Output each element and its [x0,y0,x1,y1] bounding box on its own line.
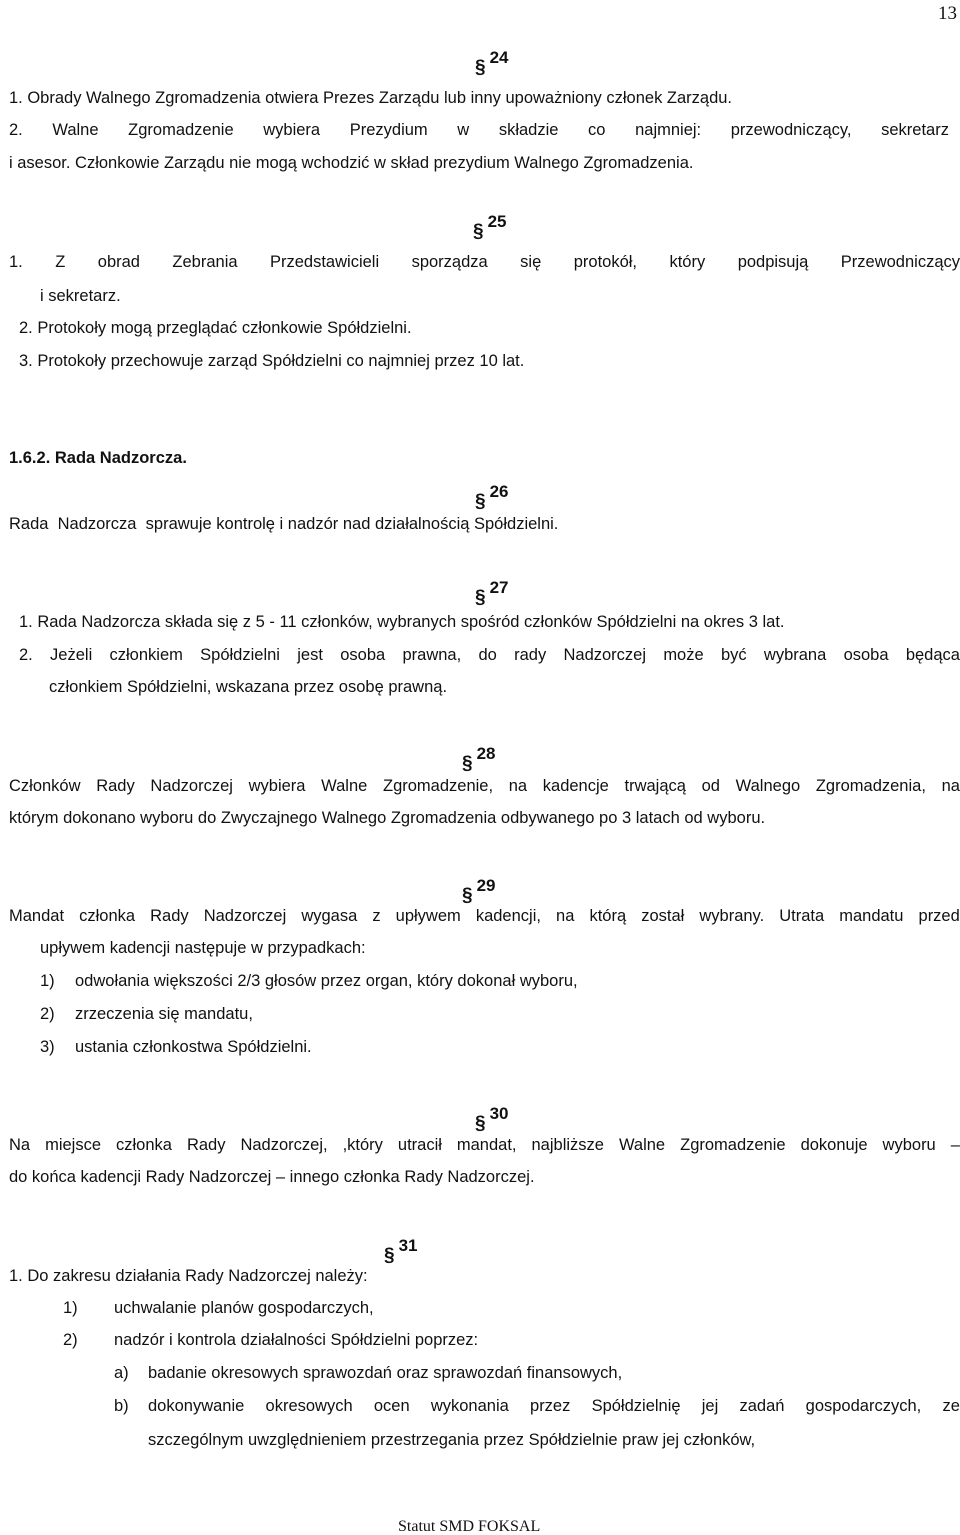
section-27-number: 27 [489,578,509,597]
word: wybiera [263,121,321,139]
section-28-heading [462,744,496,774]
s29-item-1-text: odwołania większości 2/3 głosów przez organ, który dokonał wyboru, [75,972,578,990]
word: Rady [96,777,135,795]
word: być [720,646,747,664]
word: Na [9,1136,31,1154]
s28-line2: którym dokonano wyboru do Zwyczajnego Walnego Zgromadzenia odbywanego po 3 latach od wyboru. [9,809,766,827]
word: Utrata [779,907,825,925]
section-24-heading [475,48,509,78]
word: prawna, [402,646,462,664]
word: wyboru [882,1136,936,1154]
section-25-heading [473,212,507,242]
word: najmniej: [635,121,702,139]
word: przewodniczący, [730,121,852,139]
s27-paragraph-1: 1. Rada Nadzorcza składa się z 5 - 11 członków, wybranych spośród członków Spółdzielni na okres 3 lat. [19,613,785,631]
section-symbol: § [475,1113,486,1134]
word: najbliższe [531,1136,604,1154]
section-26-number: 26 [489,482,509,501]
word: – [950,1136,960,1154]
section-30-heading [475,1104,509,1134]
section-symbol: § [473,221,484,242]
word: Walne [52,121,99,139]
word: Mandat [9,907,65,925]
word: Przewodniczący [840,253,960,271]
section-31-heading [384,1236,418,1266]
s28-line1 [9,778,960,795]
word: Walnego [735,777,801,795]
section-31-number: 31 [398,1236,418,1255]
s31-intro: 1. Do zakresu działania Rady Nadzorczej należy: [9,1267,368,1285]
word: może [663,646,704,664]
word: wykonania [430,1397,509,1415]
word: Zgromadzenie, [383,777,494,795]
word: Zgromadzenie [680,1136,786,1154]
word: Zgromadzenia, [815,777,926,795]
s31-item-2-text: nadzór i kontrola działalności Spółdzielni poprzez: [114,1331,479,1349]
page-number: 13 [938,3,957,24]
word: mandatu [839,907,904,925]
word: przez [530,1397,571,1415]
word: Nadzorczej, [240,1136,328,1154]
word: Przedstawicieli [270,253,380,271]
word: mandat, [456,1136,517,1154]
word: się [520,253,542,271]
s29-item-3-text: ustania członkostwa Spółdzielni. [75,1038,312,1056]
word: osoba [843,646,889,664]
word: będąca [905,646,960,664]
word: ocen [373,1397,410,1415]
s31-sub-b-line1 [148,1398,960,1415]
s26-text: Rada Nadzorcza sprawuje kontrolę i nadzór nad działalnością Spółdzielni. [9,515,559,533]
section-symbol: § [462,885,473,906]
section-28-number: 28 [476,744,496,763]
word: Spółdzielnię [591,1397,681,1415]
s27-paragraph-2-line1 [19,647,960,664]
word: członkiem [109,646,183,664]
word: członka [79,907,136,925]
word: Członków [9,777,81,795]
word: Rady [186,1136,226,1154]
word: upływem [395,907,461,925]
word: na [508,777,528,795]
s29-item-2-number: 2) [40,1005,55,1023]
word: protokół, [573,253,638,271]
word: Z [55,253,66,271]
s27-paragraph-2-line2: członkiem Spółdzielni, wskazana przez osobę prawną. [49,678,448,696]
word: wybiera [248,777,306,795]
s25-paragraph-1-line1 [9,254,960,271]
s30-line1 [9,1137,960,1154]
section-30-number: 30 [489,1104,509,1123]
word: Nadzorczej [203,907,287,925]
word: od [701,777,720,795]
s29-line1 [9,908,960,925]
word: jest [297,646,323,664]
section-29-heading [462,876,496,906]
s29-item-1-number: 1) [40,972,55,990]
word: Spółdzielni [200,646,280,664]
page-footer: Statut SMD FOKSAL [398,1518,541,1535]
s25-paragraph-2: 2. Protokoły mogą przeglądać członkowie Spółdzielni. [19,319,412,337]
word: Rady [150,907,189,925]
word: wygasa [301,907,358,925]
chapter-heading: 1.6.2. Rada Nadzorcza. [9,449,187,467]
section-24-number: 24 [489,48,509,67]
section-29-number: 29 [476,876,496,895]
word: sekretarz [881,121,949,139]
word: Nadzorczej [563,646,647,664]
s31-item-1-text: uchwalanie planów gospodarczych, [114,1299,374,1317]
word: Walne [321,777,368,795]
word: z [372,907,381,925]
word: na [941,777,960,795]
word: Zebrania [172,253,238,271]
word: Prezydium [349,121,428,139]
word: utracił [397,1136,442,1154]
word: sporządza [411,253,488,271]
s24-paragraph-2-line1 [9,122,949,139]
word: rady [514,646,547,664]
word: okresowych [265,1397,353,1415]
word: składzie [498,121,559,139]
word: gospodarczych, [805,1397,922,1415]
word: członka [116,1136,172,1154]
word: ,który [342,1136,383,1154]
s24-paragraph-1: 1. Obrady Walnego Zgromadzenia otwiera Prezes Zarządu lub inny upoważniony członek Zarządu. [9,89,733,107]
word: który [669,253,706,271]
word: podpisują [737,253,809,271]
word: został [641,907,685,925]
s25-paragraph-1-line2: i sekretarz. [40,287,121,305]
word: którą [589,907,627,925]
word: zadań [739,1397,785,1415]
word: osoba [340,646,386,664]
s31-item-1-number: 1) [63,1299,78,1317]
s25-paragraph-3: 3. Protokoły przechowuje zarząd Spółdzielni co najmniej przez 10 lat. [19,352,525,370]
section-symbol: § [475,491,486,512]
word: trwającą [624,777,686,795]
section-symbol: § [475,587,486,608]
s31-sub-a-text: badanie okresowych sprawozdań oraz sprawozdań finansowych, [148,1364,623,1382]
word: obrad [97,253,140,271]
word: jej [701,1397,719,1415]
word: na [556,907,575,925]
section-26-heading [475,482,509,512]
s31-item-2-number: 2) [63,1331,78,1349]
section-symbol: § [475,57,486,78]
word: 1. [9,253,23,271]
section-25-number: 25 [487,212,507,231]
s29-line2: upływem kadencji następuje w przypadkach: [40,939,366,957]
word: Nadzorczej [150,777,233,795]
s31-sub-a-label: a) [114,1364,129,1382]
word: wybrany. [699,907,765,925]
word: dokonywanie [148,1397,245,1415]
word: 2. [9,121,23,139]
word: miejsce [45,1136,102,1154]
word: co [588,121,606,139]
word: dokonuje [800,1136,868,1154]
s24-paragraph-2-line2: i asesor. Członkowie Zarządu nie mogą wchodzić w skład prezydium Walnego Zgromadzenia. [9,154,694,172]
word: 2. [19,646,33,664]
s31-sub-b-line2: szczególnym uwzględnieniem przestrzegania przez Spółdzielnie praw jej członków, [148,1431,756,1449]
word: wybrana [763,646,827,664]
word: kadencji, [475,907,541,925]
s29-item-2-text: zrzeczenia się mandatu, [75,1005,253,1023]
section-symbol: § [384,1245,395,1266]
word: Walne [618,1136,666,1154]
s30-line2: do końca kadencji Rady Nadzorczej – innego członka Rady Nadzorczej. [9,1168,535,1186]
section-27-heading [475,578,509,608]
word: Jeżeli [50,646,93,664]
word: przed [918,907,960,925]
word: w [457,121,470,139]
word: ze [942,1397,960,1415]
word: kadencje [542,777,609,795]
word: do [478,646,497,664]
section-symbol: § [462,753,473,774]
s31-sub-b-label: b) [114,1397,129,1415]
word: Zgromadzenie [128,121,234,139]
s29-item-3-number: 3) [40,1038,55,1056]
